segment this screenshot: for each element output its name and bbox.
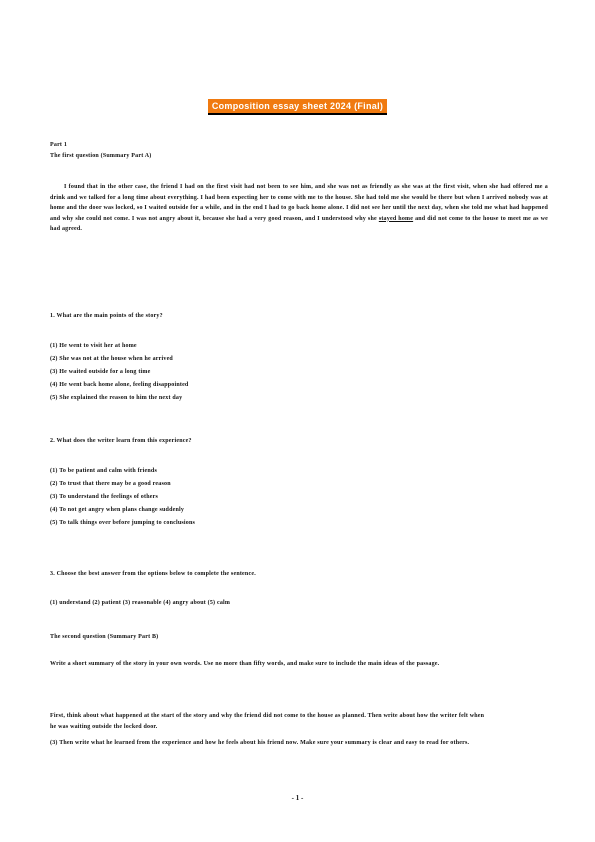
section-4-paragraph-2 <box>50 711 548 732</box>
list-item: (2) She was not at the house when he arrived <box>50 356 173 362</box>
title-banner: Composition essay sheet 2024 (Final) <box>208 99 387 115</box>
intro-keyword: stayed home <box>378 215 414 222</box>
section-4-paragraph-2-line-1: First, think about what happened at the start of the story and why the friend did not come to the house as planned. Then write about how the writer felt when <box>50 713 485 719</box>
section-4-subtitle <box>50 632 548 643</box>
section-1-list <box>50 341 548 406</box>
intro-text-after: and did not come to the house to meet me as we had agreed. <box>50 215 549 232</box>
document-title <box>0 96 595 115</box>
section-2-list <box>50 466 548 531</box>
section-2-question-text: 2. What does the writer learn from this experience? <box>50 438 192 444</box>
part-label: Part 1 <box>50 142 68 148</box>
list-item: (2) To trust that there may be a good reason <box>50 481 171 487</box>
list-item: (4) To not get angry when plans change suddenly <box>50 507 185 513</box>
section-2-question <box>50 436 548 447</box>
section-4-paragraph-1-text: Write a short summary of the story in your own words. Use no more than fifty words, and make sure to include the main ideas of the passage. <box>50 661 440 667</box>
section-1-question-text: 1. What are the main points of the story? <box>50 313 163 319</box>
intro-text-before: I found that in the other case, the friend I had on the first visit had not been to see him, and she was not as friendly as she was at the first visit, when she had offered me a drink and we talked for a long time about everything. I had been expecting her to come with me to the house. She had told me she would be there but when I arrived nobody was at home and the door was locked, so I waited outside for a while, and in the end I had to go back home alone. I did not see her until the next day, when she told me what had happened and why she could not come. I was not angry about it, because she had a very good reason, and I understood why she <box>50 184 548 222</box>
section-4-paragraph-3 <box>50 738 548 749</box>
intro-text <box>50 182 548 235</box>
section-1-question <box>50 311 548 322</box>
list-item: (5) To talk things over before jumping to conclusions <box>50 520 196 526</box>
section-4-paragraph-1 <box>50 659 548 670</box>
section-4-paragraph-3-text: (3) Then write what he learned from the experience and how he feels about his friend now. Make sure your summary is clear and easy to read for others. <box>50 740 470 746</box>
intro-paragraph <box>50 182 548 235</box>
list-item: (3) To understand the feelings of others <box>50 494 159 500</box>
heading-block <box>50 140 548 161</box>
list-item: (3) He waited outside for a long time <box>50 369 151 375</box>
section-3-answers-text: (1) understand (2) patient (3) reasonable (4) angry about (5) calm <box>50 600 231 606</box>
section-3-question-text: 3. Choose the best answer from the options below to complete the sentence. <box>50 571 256 577</box>
part-subtitle: The first question (Summary Part A) <box>50 152 152 159</box>
list-item: (1) To be patient and calm with friends <box>50 468 157 474</box>
section-4-subtitle-text: The second question (Summary Part B) <box>50 634 159 640</box>
section-3-answers <box>50 598 548 609</box>
page-number: - 1 - <box>291 794 304 802</box>
list-item: (4) He went back home alone, feeling disappointed <box>50 382 189 388</box>
list-item: (1) He went to visit her at home <box>50 343 137 349</box>
section-3-question <box>50 569 548 580</box>
section-4-paragraph-2-line-2: he was waiting outside the locked door. <box>50 723 158 730</box>
list-item: (5) She explained the reason to him the next day <box>50 395 183 401</box>
